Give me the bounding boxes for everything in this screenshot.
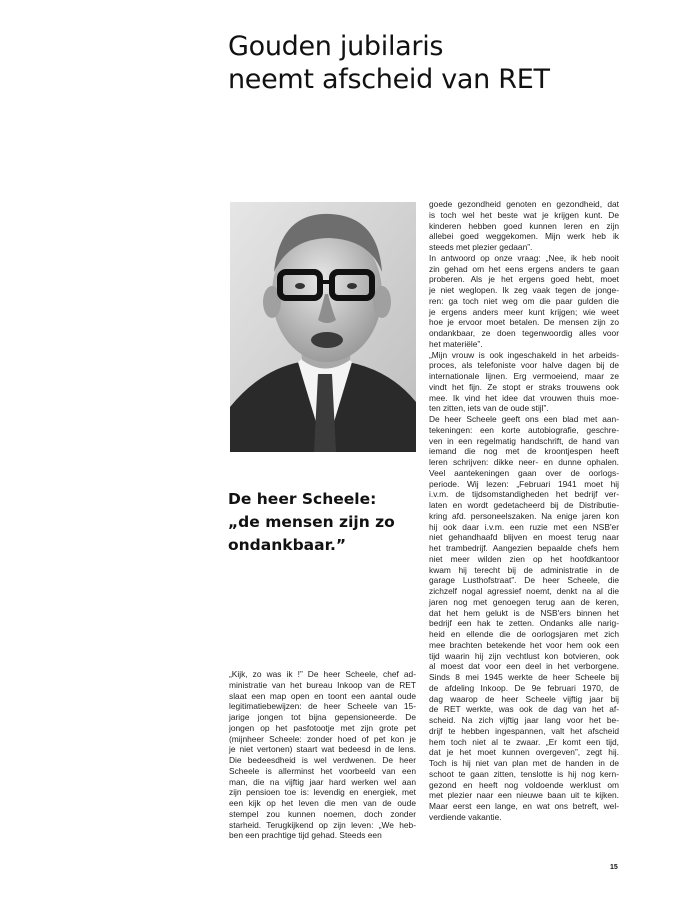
headline-line-2: neemt afscheid van RET	[228, 64, 550, 95]
page-number: 15	[610, 864, 618, 871]
text-line: man, die na vijftig jaar hard werken wel aan	[229, 776, 416, 787]
text-line: tekeningen: een korte autobiografie, geschre-	[429, 424, 619, 435]
text-line: ben een prachtige tijd gehad. Steeds een	[229, 830, 382, 841]
text-line: kwam hij terecht bij de administratie in de	[429, 564, 619, 575]
text-line: de RET werkte, was ook de dag van het af-	[429, 704, 619, 715]
text-line: dag waarop de heer Scheele vijftig jaar bij	[429, 693, 619, 704]
text-line: Scheele is allerminst het voorbeeld van een	[229, 765, 416, 776]
text-line: goede gezondheid genoten en gezondheid, dat	[429, 199, 619, 209]
text-line: internationale lijnen. Erg vermoeiend, maar ze	[429, 371, 619, 381]
text-line: Veel aantekeningen gaan over de oorlogs-	[429, 467, 619, 478]
text-line: het materiële”.	[429, 338, 483, 349]
text-line: heid en ellende die de oorlogsjaren met zich	[429, 629, 619, 639]
text-line: vindt het fijn. Ze stopt er straks trouwens ook	[429, 381, 619, 392]
text-line: proces, als telefoniste voor halve dagen bij de	[429, 360, 619, 371]
pull-quote-line-1: De heer Scheele:	[228, 490, 377, 508]
pull-quote	[228, 488, 428, 557]
text-line: Sinds 8 mei 1945 werkte de heer Scheele bij	[429, 672, 619, 682]
text-line: allebei goed weggekomen. Mijn werk heb ik	[429, 231, 619, 242]
text-line: jongen op het pasfotootje met zijn grote pet	[229, 722, 416, 733]
text-line: i.v.m. de tijdsomstandigheden het bedrijf ver-	[429, 489, 619, 500]
text-line: ondankbaar, ze doen tegenwoordig alles voor	[429, 328, 619, 338]
text-line: al moest dat voor een deel in het verborgene.	[429, 661, 619, 672]
text-line: kring afd. personeelszaken. Na enige jaren kon	[429, 510, 619, 521]
text-line: mee brachten betekende het voor hem ook een	[429, 639, 619, 650]
text-line: niet meer wilden zien op het hoofdkantoor	[429, 553, 619, 564]
text-line: „Kijk, zo was ik !” De heer Scheele, chef ad-	[229, 669, 416, 679]
text-line: steeds met plezier gedaan”.	[429, 242, 533, 252]
text-line: schoot te gaan zitten, tenslotte is hij nog kern-	[429, 768, 619, 779]
text-line: dat je het moet kunnen overgeven”, zegt hij.	[429, 747, 619, 758]
text-line: de afdeling Inkoop. De 9e februari 1970, de	[429, 682, 619, 693]
text-line: tijd waarin hij zijn vechtlust kon botvieren, ook	[429, 650, 619, 661]
text-line: je niet vertonen) staart wat bedeesd in de lens.	[229, 744, 416, 755]
pull-quote-line-3: ondankbaar.”	[228, 536, 347, 554]
text-line: zichzelf nogal agressief noemt, denkt na al die	[429, 586, 619, 596]
article-column-left	[229, 669, 416, 841]
text-line: In antwoord op onze vraag: „Nee, ik heb nooit	[429, 252, 619, 263]
text-line: is toch wel het beste wat je krijgen kunt. De	[429, 209, 619, 220]
text-line: hij ook daar i.v.m. een ruzie met een NSB'er	[429, 521, 619, 532]
text-line: Toch is hij niet van plan met de handen in de	[429, 758, 619, 768]
text-line: drijf te hebben ingespannen, valt het afscheid	[429, 725, 619, 736]
text-line: Maar eerst een lange, en wat ons betreft, wel-	[429, 801, 619, 811]
text-line: slaat een map open en toont een aantal oude	[229, 690, 416, 701]
text-line: gezond en heeft nog voldoende werklust om	[429, 779, 619, 790]
text-line: starheid. Terugkijkend op zijn leven: „We heb-	[229, 819, 416, 830]
text-line: bedrijf een hak te zetten. Ondanks alle narig-	[429, 618, 619, 629]
text-line: laten en wordt gedetacheerd bij de Distributie-	[429, 500, 619, 510]
pull-quote-line-2: „de mensen zijn zo	[228, 513, 395, 531]
text-line: ven in een regelmatig handschrift, de hand van	[429, 435, 619, 446]
text-line: leren schrijven: dikke neer- en dunne ophalen.	[429, 457, 619, 467]
text-line: (mijnheer Scheele: zonder hoed of pet kon je	[229, 733, 416, 744]
text-line: hoe je ervoor moet betalen. De mensen zijn zo	[429, 317, 619, 328]
text-line: ministratie van het bureau Inkoop van de RET	[229, 679, 416, 690]
text-line: iemand die nog met de kroontjespen heeft	[429, 446, 619, 457]
text-line: jarige jongen tot bijna gepensioneerde. De	[229, 712, 416, 722]
text-line: De heer Scheele geeft ons een blad met aan-	[429, 414, 619, 424]
text-line: jaren nog met genoegen terug aan de keren,	[429, 596, 619, 607]
text-line: legitimatiebewijzen: de heer Scheele van 15-	[229, 701, 416, 712]
text-line: hem toch niet al te zwaar. „Er komt een tijd,	[429, 736, 619, 747]
text-line: „Mijn vrouw is ook ingeschakeld in het arbeids-	[429, 349, 619, 360]
text-line: verdiende vakantie.	[429, 811, 502, 822]
text-line: proberen. Als je het ergens goed hebt, moet	[429, 274, 619, 285]
text-line: zijn pensioen toe is: levendig en energiek, met	[229, 787, 416, 798]
text-line: mee. Ik vind het idee dat vrouwen thuis moe-	[429, 392, 619, 403]
text-line: stempel zou kunnen noemen, doch zonder	[229, 808, 416, 819]
text-line: ren: ga toch niet weg om die paar gulden die	[429, 295, 619, 306]
article-column-right	[429, 199, 619, 823]
text-line: het trambedrijf. Aangezien bepaalde chefs hem	[429, 543, 619, 553]
headline-line-1: Gouden jubilaris	[228, 31, 444, 62]
text-line: scheid. Na zich vijftig jaar lang voor het be-	[429, 715, 619, 725]
text-line: je niet weglopen. Ik zeg vaak tegen de jonge-	[429, 285, 619, 295]
text-line: Die bedeesdheid is wel verdwenen. De heer	[229, 755, 416, 765]
portrait-photo	[230, 202, 416, 452]
text-line: met plezier naar een nieuwe baan uit te kijken.	[429, 790, 619, 801]
text-line: niet gehandhaafd blijven en moest terug naar	[429, 532, 619, 543]
text-line: garage Lusthofstraat”. De heer Scheele, die	[429, 575, 619, 586]
text-line: kinderen hebben goed kunnen leren en zijn	[429, 220, 619, 231]
text-line: een kijk op het leven die men van de oude	[229, 798, 416, 808]
text-line: je ergens anders meer kunt krijgen; wie weet	[429, 306, 619, 317]
text-line: dat het hem gelukt is de NSB'ers binnen het	[429, 607, 619, 618]
text-line: ten zitten, iets van de oude stijl”.	[429, 403, 549, 414]
text-line: periode. Wij lezen: „Februari 1941 moet hij	[429, 478, 619, 489]
article-headline	[228, 30, 648, 96]
text-line: zin gehad om het eens ergens anders te gaan	[429, 263, 619, 274]
